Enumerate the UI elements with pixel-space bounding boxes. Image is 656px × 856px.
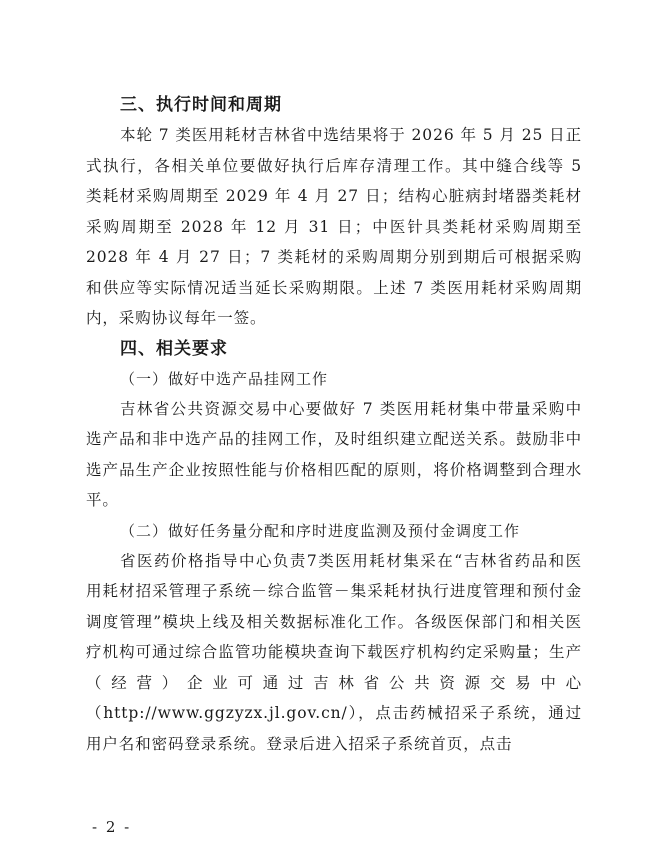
section-heading-execution-period: 三、执行时间和周期 xyxy=(120,95,282,115)
subheading-listing-work: （一）做好中选产品挂网工作 xyxy=(120,369,329,388)
document-body xyxy=(86,90,582,759)
paragraph-execution-period: 本轮 7 类医用耗材吉林省中选结果将于 2026 年 5 月 25 日正式执行，各相关单位要做好执行后库存清理工作。其中缝合线等 5 类耗材采购周期至 2029 年 4 月 27 日；结构心脏病封堵器类耗材采购周期至 2028 年 12 月 31 日；中医针具类耗材采购周期至 2028 年 4 月 27 日；7 类耗材的采购周期分别到期后可根据采购和供应等实际情况适当延长采购期限。上述 7 类医用耗材采购周期内，采购协议每年一签。 xyxy=(86,126,582,327)
paragraph-task-allocation: 省医药价格指导中心负责7类医用耗材集采在“吉林省药品和医用耗材招采管理子系统－综合监管－集采耗材执行进度管理和预付金调度管理”模块上线及相关数据标准化工作。各级医保部门和相关医疗机构可通过综合监管功能模块查询下载医疗机构约定采购量；生产（经营）企业可通过吉林省公共资源交易中心（http://www.ggzyzx.jl.gov.cn/），点击药械招采子系统，通过用户名和密码登录系统。登录后进入招采子系统首页，点击 xyxy=(86,551,582,753)
page-number: - 2 - xyxy=(92,818,132,836)
section-heading-requirements: 四、相关要求 xyxy=(120,338,228,359)
paragraph-listing-work: 吉林省公共资源交易中心要做好 7 类医用耗材集中带量采购中选产品和非中选产品的挂网工作，及时组织建立配送关系。鼓励非中选产品生产企业按照性能与价格相匹配的原则，将价格调整到合理水平。 xyxy=(86,399,582,509)
subheading-task-allocation: （二）做好任务量分配和序时进度监测及预付金调度工作 xyxy=(120,521,521,540)
